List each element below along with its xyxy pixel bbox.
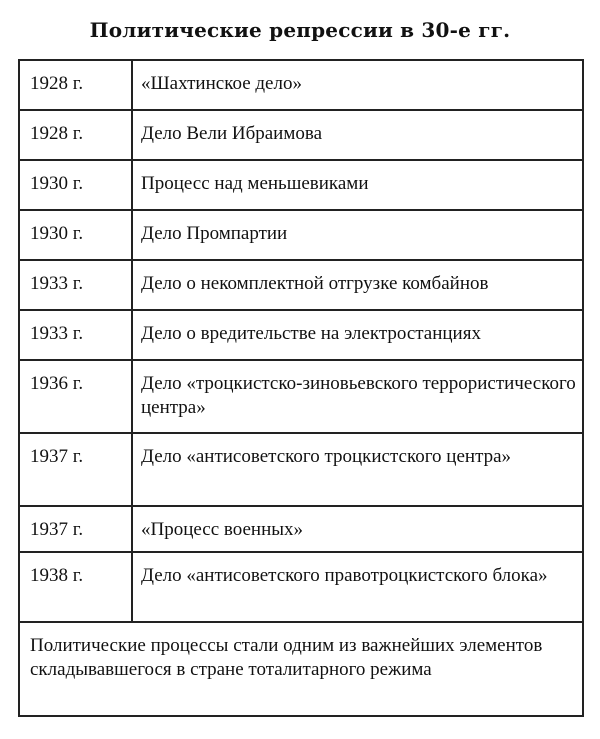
year-cell: 1930 г. [19, 160, 132, 210]
event-cell: «Процесс военных» [132, 506, 583, 552]
conclusion-row [19, 622, 583, 716]
year-cell: 1930 г. [19, 210, 132, 260]
table-row [19, 160, 583, 210]
repressions-table [18, 59, 584, 717]
event-cell: Дело о вредительстве на электростанциях [132, 310, 583, 360]
table-row [19, 210, 583, 260]
year-cell: 1933 г. [19, 310, 132, 360]
event-cell: Дело «антисоветского троцкистского центра» [132, 433, 583, 506]
table-row [19, 360, 583, 433]
year-cell: 1937 г. [19, 433, 132, 506]
table-row [19, 552, 583, 622]
year-cell: 1933 г. [19, 260, 132, 310]
event-cell: Дело «троцкистско-зиновьевского террористического центра» [132, 360, 583, 433]
event-cell: Дело «антисоветского правотроцкистского блока» [132, 552, 583, 622]
event-cell: Процесс над меньшевиками [132, 160, 583, 210]
table-row [19, 310, 583, 360]
table-row [19, 110, 583, 160]
table-row [19, 506, 583, 552]
table-row [19, 260, 583, 310]
table-row [19, 60, 583, 110]
event-cell: Дело о некомплектной отгрузке комбайнов [132, 260, 583, 310]
page-title: Политические репрессии в 30-е гг. [89, 18, 511, 42]
event-cell: Дело Вели Ибраимова [132, 110, 583, 160]
year-cell: 1936 г. [19, 360, 132, 433]
year-cell: 1937 г. [19, 506, 132, 552]
year-cell: 1938 г. [19, 552, 132, 622]
year-cell: 1928 г. [19, 110, 132, 160]
event-cell: «Шахтинское дело» [132, 60, 583, 110]
event-cell: Дело Промпартии [132, 210, 583, 260]
year-cell: 1928 г. [19, 60, 132, 110]
conclusion-text: Политические процессы стали одним из важнейших элементов складывавшегося в стране тоталитарного режима [19, 622, 583, 716]
table-row [19, 433, 583, 506]
